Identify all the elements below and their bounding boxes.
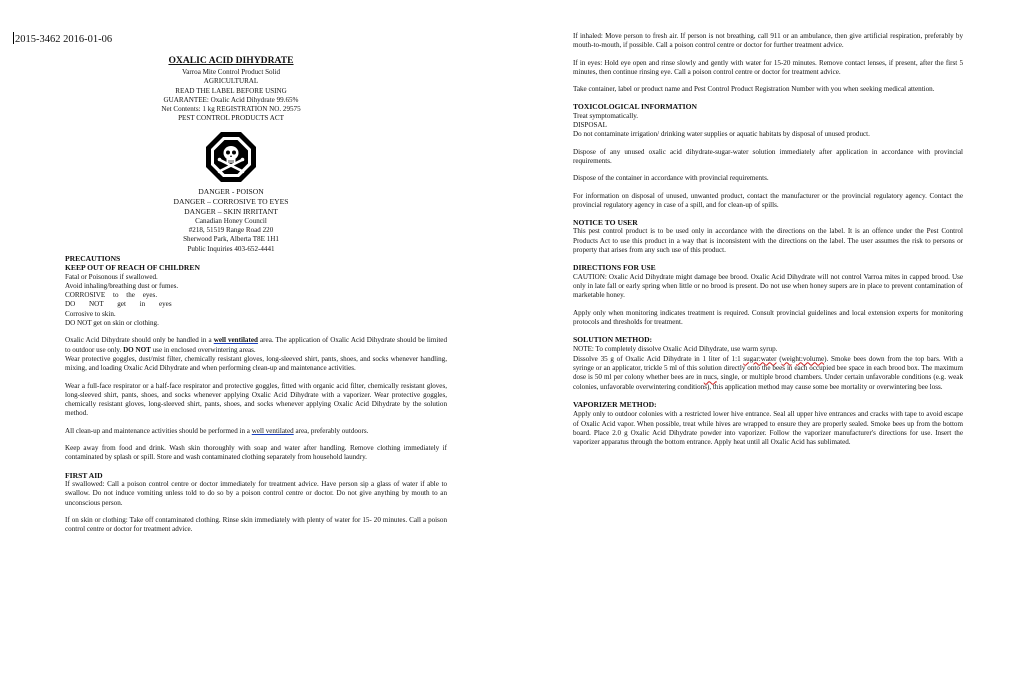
skull-crossbones-octagon-icon xyxy=(205,131,257,183)
text-run: Dissolve 35 g of Oxalic Acid Dihydrate in 1 liter of 1:1 xyxy=(573,354,744,363)
cleanup-paragraph xyxy=(65,427,447,436)
skin-paragraph: If on skin or clothing: Take off contaminated clothing. Rinse skin immediately with plenty of water for 15- 20 minutes. Call a poison control centre or doctor for treatment advice. xyxy=(65,515,447,534)
header-line: Varroa Mite Control Product Solid xyxy=(181,68,281,76)
nucs-term: nucs xyxy=(703,373,717,382)
disposal-paragraph: Dispose of the container in accordance with provincial requirements. xyxy=(573,174,769,183)
first-aid-heading: FIRST AID xyxy=(65,470,103,480)
precaution-line: Corrosive to skin. xyxy=(65,309,116,318)
header-line: Net Contents: 1 kg REGISTRATION NO. 29575 xyxy=(161,105,301,114)
header-line: GUARANTEE: Oxalic Acid Dihydrate 99.65% xyxy=(163,95,299,104)
text-cursor xyxy=(13,32,14,44)
vaporizer-method-heading xyxy=(573,400,963,410)
monitoring-paragraph: Apply only when monitoring indicates treatment is required. Consult provincial guidelines and local extension experts for monitoring protocols and thresholds for treatment. xyxy=(573,308,963,326)
hazard-statements xyxy=(65,187,397,254)
precautions-heading: PRECAUTIONS xyxy=(65,253,121,263)
solution-method-heading xyxy=(573,335,963,345)
hazard-line: DANGER - POISON xyxy=(198,186,264,196)
well-ventilated-term: well ventilated xyxy=(213,336,258,345)
product-title: OXALIC ACID DIHYDRATE xyxy=(168,55,294,66)
address-line: Public Inquiries 403-652-4441 xyxy=(187,244,275,253)
caution-paragraph: CAUTION: Oxalic Acid Dihydrate might damage bee brood. Oxalic Acid Dihydrate will not control Varroa mites in capped brood. Use only in late fall or early spring when little or no brood is present. Do not use when honey supers are in place to prevent contamination of marketable honey. xyxy=(573,272,963,300)
disposal-paragraph: Dispose of any unused oxalic acid dihydrate-sugar-water solution immediately after application in accordance with provincial requirements. xyxy=(573,147,963,165)
solution-note: NOTE: To completely dissolve Oxalic Acid Dihydrate, use warm syrup. xyxy=(573,345,778,354)
eyes-paragraph: If in eyes: Hold eye open and rinse slowly and gently with water for 15-20 minutes. Remove contact lenses, if present, after the first 5 minutes, then continue rinsing eye. Call a poison control centre or doctor for treatment advice. xyxy=(573,58,963,76)
text-run: area. The application of Oxalic Acid Dihydrate should be limited to outdoor use only. xyxy=(65,336,448,354)
precaution-line: Avoid inhaling/breathing dust or fumes. xyxy=(65,281,179,290)
text-run: ( xyxy=(776,354,782,363)
label-header xyxy=(65,55,397,124)
swallowed-paragraph: If swallowed: Call a poison control centre or doctor immediately for treatment advice. Have person sip a glass of water if able to swallow. Do not induce vomiting unless told to do so by a poison control centre or doctor. Do not give anything by mouth to an unconscious person. xyxy=(65,479,447,507)
notice-paragraph: This pest control product is to be used only in accordance with the directions on the label. It is an offence under the Pest Control Products Act to use this product in a way that is inconsistent with the directions on the label. The user assumes the risk to persons or property that arises from any such use of this product. xyxy=(573,227,963,255)
precaution-line: DO NOT get in eyes xyxy=(65,300,172,309)
heading-colon: : xyxy=(649,336,652,345)
hazard-symbol-wrap xyxy=(65,131,397,183)
disposal-paragraph: For information on disposal of unused, unwanted product, contact the manufacturer or the provincial regulatory agency. Contact the provincial regulatory agency in case of a spill, and for clean-up of spills. xyxy=(573,191,963,209)
text-run: use in enclosed overwintering areas. xyxy=(150,345,256,354)
address-line: #218, 51519 Range Road 220 xyxy=(188,226,274,235)
vaporizer-paragraph: Apply only to outdoor colonies with a restricted lower hive entrance. Seal all upper hive entrances and cracks with tape to avoid escape of Oxalic Acid vapor. When possible, treat while hives are wrapped to ensure they are properly sealed. Smoke bees up from the bottom board. Place 2.0 g Oxalic Acid Dihydrate powder into vaporizer. Follow the vaporizer manufacturer's directions for use. Insert the vaporizer apparatus through the bottom entrance. Apply heat until all Oxalic Acid has sublimated. xyxy=(573,410,963,447)
text-run: ). Smoke bees down from the top bars. With a syringe or an applicator, trickle 5 ml of this solution directly onto the bees in each occupied bee space in each brood box. The maximum dose is 50 ml per colony whether bees are in xyxy=(573,354,964,382)
notice-heading: NOTICE TO USER xyxy=(573,218,638,228)
precaution-line: CORROSIVE to the eyes. xyxy=(65,291,158,300)
disposal-paragraph: Do not contaminate irrigation/ drinking water supplies or aquatic habitats by disposal of unused product. xyxy=(573,130,870,139)
respirator-paragraph: Wear a full-face respirator or a half-face respirator and protective goggles, fitted with organic acid filter, chemically resistant gloves, long-sleeved shirt, pants, shoes, and socks whenever applying Oxalic Acid Dihydrate with a vaporizer. Wear protective goggles, chemically resistant gloves, long-sleeved shirt, pants, shoes, and socks whenever applying Oxalic Acid Dihydrate by the solution method. xyxy=(65,381,447,418)
right-column xyxy=(573,32,963,447)
text-run: All clean-up and maintenance activities should be performed in a xyxy=(65,426,252,435)
solution-heading-text: SOLUTION METHOD xyxy=(573,335,650,345)
toxicological-line: Treat symptomatically. xyxy=(573,111,639,120)
address-line: Canadian Honey Council xyxy=(195,216,267,225)
left-column xyxy=(65,55,447,534)
hygiene-paragraph: Keep away from food and drink. Wash skin thoroughly with soap and water after handling. Remove clothing immediately if contaminated by splash or spill. Store and wash contaminated clothing separately from household laundry. xyxy=(65,444,447,462)
text-run: Wear protective goggles, dust/mist filter, chemically resistant gloves, long-sleeved shirt, pants, shoes, and socks whenever handling, mixing, and loading Oxalic Acid Dihydrate and when performing clean-up and maintenance activities. xyxy=(65,354,447,373)
precaution-line: Fatal or Poisonous if swallowed. xyxy=(65,272,158,281)
well-ventilated-term: well ventilated xyxy=(251,426,294,435)
header-line: READ THE LABEL BEFORE USING xyxy=(175,86,287,95)
directions-heading: DIRECTIONS FOR USE xyxy=(573,263,656,273)
keep-out-heading: KEEP OUT OF REACH OF CHILDREN xyxy=(65,263,200,273)
dissolve-paragraph xyxy=(573,355,963,392)
text-run: area, preferably outdoors. xyxy=(293,426,369,435)
header-line: PEST CONTROL PRODUCTS ACT xyxy=(178,114,284,123)
container-paragraph: Take container, label or product name and Pest Control Product Registration Number with you when seeking medical attention. xyxy=(573,85,935,94)
toxicological-heading: TOXICOLOGICAL INFORMATION xyxy=(573,102,697,112)
document-id xyxy=(13,32,112,45)
hazard-line: DANGER – CORROSIVE TO EYES xyxy=(173,196,289,206)
do-not-emphasis: DO NOT xyxy=(123,345,151,354)
text-run: Oxalic Acid Dihydrate should only be handled in a xyxy=(65,336,214,345)
ventilation-paragraph xyxy=(65,336,447,373)
inhaled-paragraph: If inhaled: Move person to fresh air. If person is not breathing, call 911 or an ambulance, then give artificial respiration, preferably by mouth-to-mouth, if possible. Call a poison control centre or doctor for further treatment advice. xyxy=(573,32,963,50)
weight-volume-term: weight:volume xyxy=(781,354,825,363)
address-line: Sherwood Park, Alberta T8E 1H1 xyxy=(183,235,279,244)
text-run: , single, or multiple brood chambers. Under certain unfavorable conditions (e.g. weak colonies, unfavorable overwintering conditions), this application method may cause some bee mortality or overwintering bee loss. xyxy=(573,373,963,391)
header-line: AGRICULTURAL xyxy=(203,77,259,86)
hazard-line: DANGER – SKIN IRRITANT xyxy=(184,206,278,216)
precaution-line: DO NOT get on skin or clothing. xyxy=(65,319,159,328)
disposal-heading: DISPOSAL xyxy=(573,121,607,130)
heading-colon: : xyxy=(654,400,657,409)
document-id-text: 2015-3462 2016-01-06 xyxy=(15,34,113,45)
sugar-water-term: sugar:water xyxy=(743,354,777,363)
vaporizer-heading-text: VAPORIZER METHOD xyxy=(573,399,655,409)
